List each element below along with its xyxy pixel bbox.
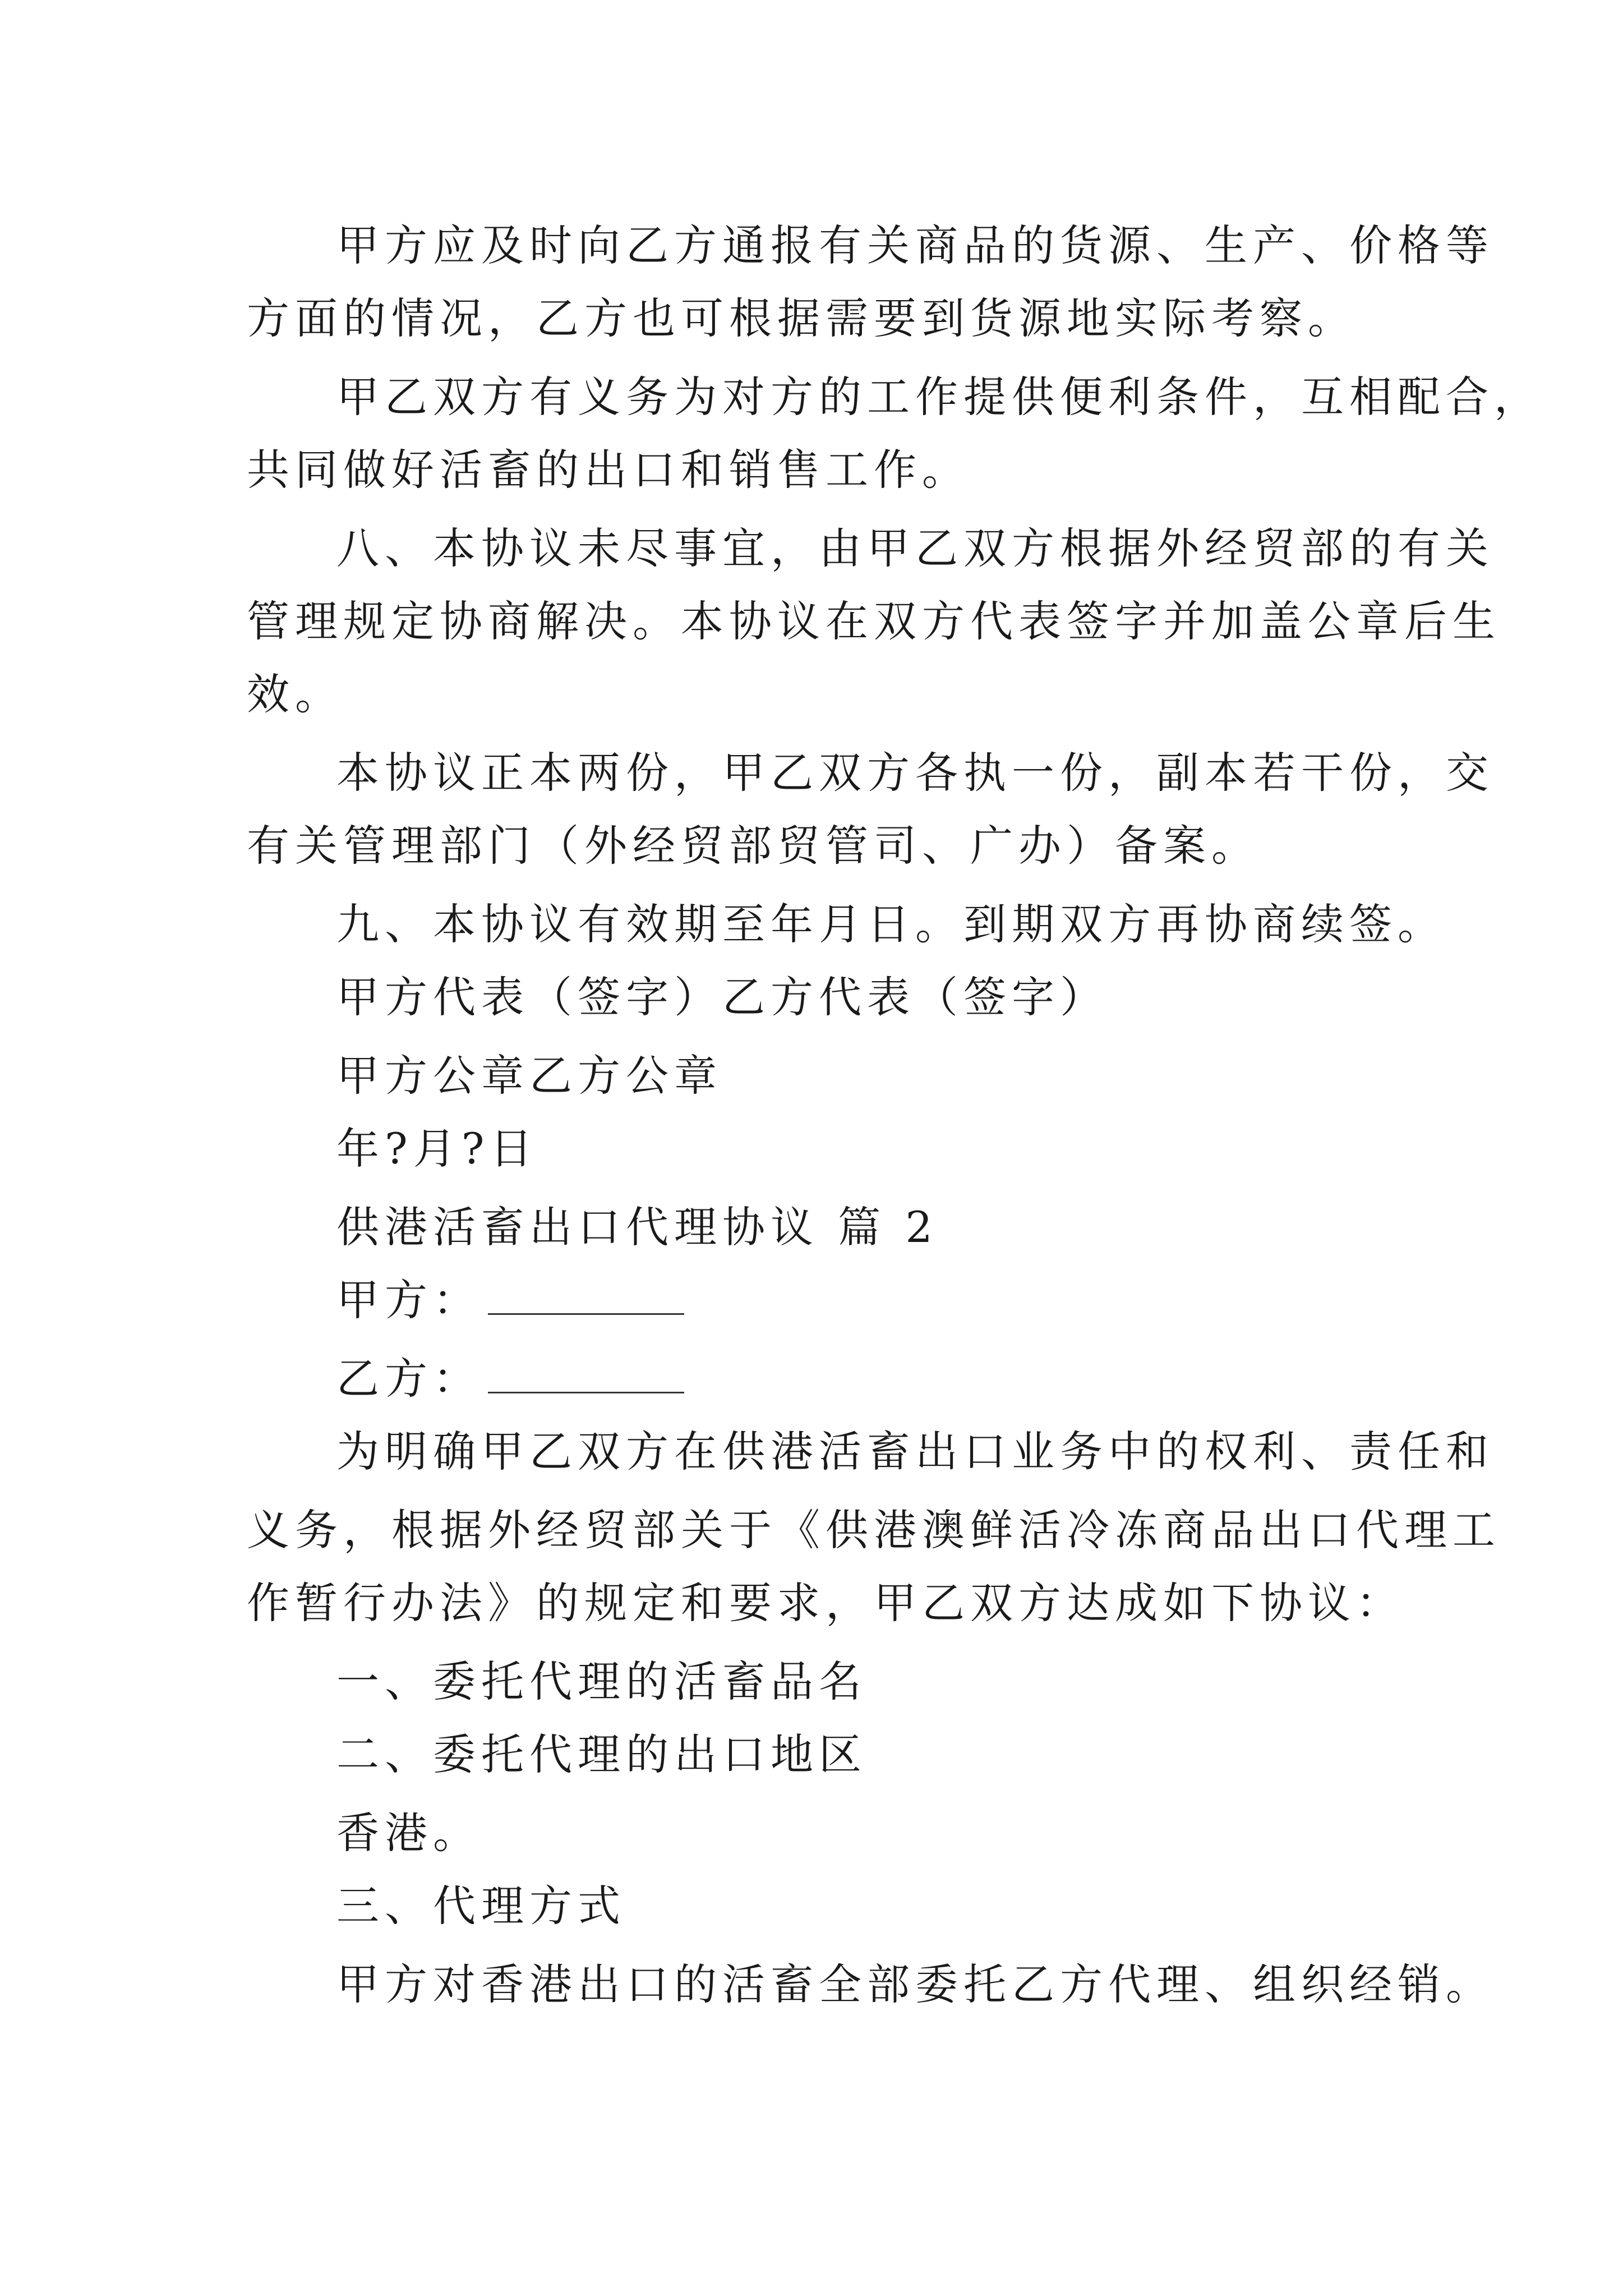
paragraph-line: 为明确甲乙双方在供港活畜出口业务中的权利、责任和 <box>336 1427 1494 1476</box>
paragraph-line: 义务，根据外经贸部关于《供港澳鲜活冷冻商品出口代理工 <box>247 1505 1501 1555</box>
paragraph-line: 甲乙双方有义务为对方的工作提供便利条件，互相配合， <box>336 372 1542 422</box>
party-b-label: 乙方： <box>336 1354 481 1404</box>
paragraph-line: 香港。 <box>336 1808 481 1858</box>
party-b-blank <box>488 1352 684 1393</box>
paragraph-line: 作暂行办法》的规定和要求，甲乙双方达成如下协议： <box>247 1578 1404 1628</box>
paragraph-line: 二、委托代理的出口地区 <box>336 1729 867 1779</box>
paragraph-line: 本协议正本两份，甲乙双方各执一份，副本若干份，交 <box>336 748 1494 798</box>
party-a-line <box>336 1273 684 1327</box>
paragraph-line: 方面的情况，乙方也可根据需要到货源地实际考察。 <box>247 293 1356 343</box>
paragraph-line: 八、本协议未尽事宜，由甲乙双方根据外经贸部的有关 <box>336 523 1494 573</box>
paragraph-line: 甲方应及时向乙方通报有关商品的货源、生产、价格等 <box>336 220 1494 270</box>
party-b-line <box>336 1352 684 1406</box>
paragraph-line: 效。 <box>247 669 343 719</box>
paragraph-line: 年?月?日 <box>336 1124 538 1174</box>
paragraph-line: 九、本协议有效期至年月日。到期双方再协商续签。 <box>336 899 1446 949</box>
paragraph-line: 三、代理方式 <box>336 1881 626 1931</box>
paragraph-line: 管理规定协商解决。本协议在双方代表签字并加盖公章后生 <box>247 596 1501 646</box>
section-heading: 供港活畜出口代理协议 篇 2 <box>336 1202 938 1252</box>
paragraph-line: 甲方对香港出口的活畜全部委托乙方代理、组织经销。 <box>336 1959 1494 2009</box>
party-a-label: 甲方： <box>336 1275 481 1325</box>
paragraph-line: 甲方公章乙方公章 <box>336 1051 722 1101</box>
paragraph-line: 一、委托代理的活畜品名 <box>336 1657 867 1706</box>
paragraph-line: 甲方代表（签字）乙方代表（签字） <box>336 972 1108 1022</box>
paragraph-line: 共同做好活畜的出口和销售工作。 <box>247 445 970 495</box>
paragraph-line: 有关管理部门（外经贸部贸管司、广办）备案。 <box>247 821 1260 871</box>
party-a-blank <box>488 1274 684 1315</box>
